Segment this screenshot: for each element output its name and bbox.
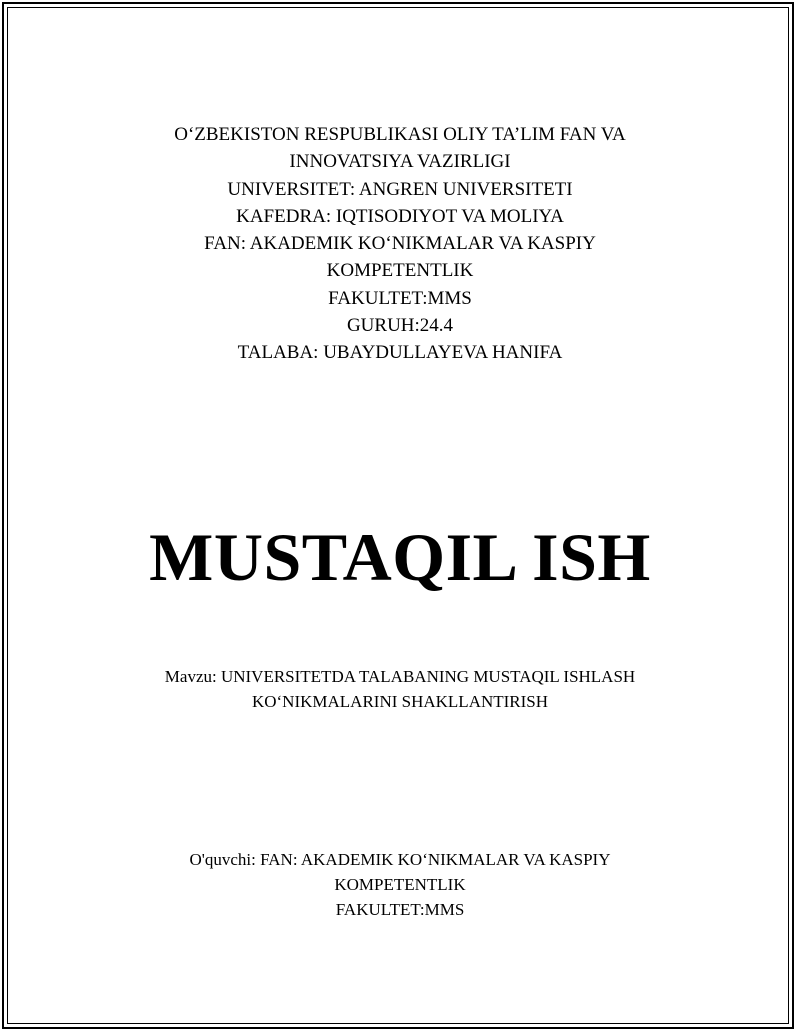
header-line-department: KAFEDRA: IQTISODIYOT VA MOLIYA bbox=[236, 205, 564, 227]
header-line-ministry-2: INNOVATSIYA VAZIRLIGI bbox=[289, 151, 511, 173]
topic-line-2: KO‘NIKMALARINI SHAKLLANTIRISH bbox=[251, 692, 549, 711]
header-line-student: TALABA: UBAYDULLAYEVA HANIFA bbox=[237, 342, 563, 364]
header-line-subject-2: KOMPETENTLIK bbox=[326, 260, 474, 282]
header-line-faculty: FAKULTET:MMS bbox=[328, 287, 472, 309]
header-line-subject-1: FAN: AKADEMIK KO‘NIKMALAR VA KASPIY bbox=[204, 233, 596, 255]
institution-header bbox=[0, 121, 800, 367]
header-line-university: UNIVERSITET: ANGREN UNIVERSITETI bbox=[227, 178, 573, 200]
document-title: MUSTAQIL ISH bbox=[149, 519, 651, 595]
topic-line-1: Mavzu: UNIVERSITETDA TALABANING MUSTAQIL ISHLASH bbox=[164, 667, 636, 686]
student-line-subject-2: KOMPETENTLIK bbox=[334, 875, 466, 894]
student-line-subject-1: O'quvchi: FAN: AKADEMIK KO‘NIKMALAR VA KASPIY bbox=[189, 850, 611, 869]
topic-block bbox=[0, 664, 800, 714]
student-line-faculty: FAKULTET:MMS bbox=[335, 900, 465, 919]
student-block bbox=[0, 847, 800, 922]
header-line-ministry-1: O‘ZBEKISTON RESPUBLIKASI OLIY TA’LIM FAN VA bbox=[174, 124, 626, 145]
header-line-group: GURUH:24.4 bbox=[346, 315, 454, 337]
